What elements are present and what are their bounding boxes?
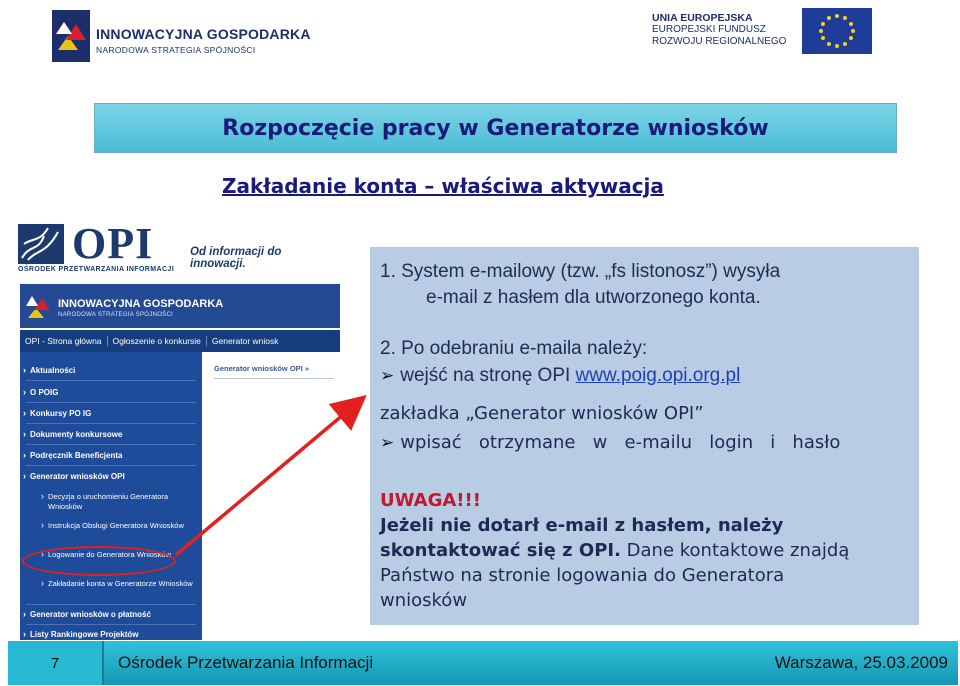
bullet-arrow-icon: ➢ [380,433,395,453]
ig-logo-line2: NARODOWA STRATEGIA SPÓJNOŚCI [96,45,256,55]
sidebar-item-o-poig[interactable]: › O POIG [30,388,58,397]
bullet-visit-site [380,365,740,387]
footer-organization: Ośrodek Przetwarzania Informacji [118,653,374,672]
sidebar-item-aktualnosci[interactable]: › Aktualności [30,366,75,375]
sidebar-subitem-decyzja[interactable]: › Decyzja o uruchomieniu Generatora Wniosków [48,492,198,512]
footer-place-date: Warszawa, 25.03.2009 [774,653,948,672]
warning-contact-bold: skontaktować się z OPI. [380,540,621,561]
opi-logo-text: OPI [72,219,154,268]
sidebar-item-generator[interactable]: › Generator wniosków OPI [30,472,125,481]
warning-contact-rest: Dane kontaktowe znajdą [620,540,850,561]
warning-line4: wniosków [380,590,468,611]
step1-line1: 1. System e-mailowy (tzw. „fs listonosz”) wysyła [380,261,781,282]
slide-footer [8,641,958,685]
sidebar-subitem-instrukcja[interactable]: › Instrukcja Obsługi Generatora Wniosków [48,521,198,531]
nav-item-generator[interactable]: Generator wniosk [211,336,279,346]
warning-line1: Jeżeli nie dotarł e-mail z hasłem, należy [380,515,784,536]
opi-site-link[interactable]: www.poig.opi.org.pl [575,365,741,386]
bullet-arrow-icon: ➢ [380,366,395,385]
sidebar-subitem-logowanie[interactable]: › Logowanie do Generatora Wniosków [48,550,198,560]
sidebar-item-konkursy[interactable]: › Konkursy PO IG [30,409,91,418]
sidebar-item-platnosc[interactable]: › Generator wniosków o płatność [30,610,151,619]
nav-item-home[interactable]: OPI - Strona główna [20,336,108,346]
opi-tagline: Od informacji do innowacji. [190,246,282,270]
eu-logo-line2: EUROPEJSKI FUNDUSZ [652,24,766,35]
sidebar-subitem-zakladanie[interactable]: › Zakładanie konta w Generatorze Wniosków [48,579,198,589]
warning-line2 [380,540,849,561]
sidebar-item-podrecznik[interactable]: › Podręcznik Beneficjenta [30,451,122,460]
step1-line2: e-mail z hasłem dla utworzonego konta. [426,287,761,308]
sidebar-item-dokumenty[interactable]: › Dokumenty konkursowe [30,430,122,439]
slide-subtitle: Zakładanie konta – właściwa aktywacja [222,174,664,198]
bullet-enter-login [380,432,840,453]
opi-logo-subtitle: OŚRODEK PRZETWARZANIA INFORMACJI [18,266,175,273]
ig-logo-line1: INNOWACYJNA GOSPODARKA [96,26,311,42]
eu-logo-line1: UNIA EUROPEJSKA [652,12,753,24]
step2-heading: 2. Po odebraniu e-maila należy: [380,338,648,359]
page-number: 7 [8,641,104,685]
slide-title: Rozpoczęcie pracy w Generatorze wniosków [222,115,769,141]
instructions-box [370,247,919,625]
site-breadcrumb[interactable]: Generator wniosków OPI » [214,364,310,373]
warning-line3: Państwo na stronie logowania do Generatora [380,565,785,586]
warning-heading: UWAGA!!! [380,490,481,511]
bullet-visit-text: wejść na stronę OPI [400,365,576,386]
nav-item-announcement[interactable]: Ogłoszenie o konkursie [108,336,207,346]
site-header-subtitle: NARODOWA STRATEGIA SPÓJNOŚCI [58,312,174,318]
site-header-title: INNOWACYJNA GOSPODARKA [58,298,224,310]
bullet-visit-tab: zakładka „Generator wniosków OPI” [380,403,704,424]
sidebar-item-listy[interactable]: › Listy Rankingowe Projektów [30,630,138,639]
eu-logo-line3: ROZWOJU REGIONALNEGO [652,36,787,47]
bullet-enter-text: wpisać otrzymane w e-mailu login i hasło [400,432,841,453]
